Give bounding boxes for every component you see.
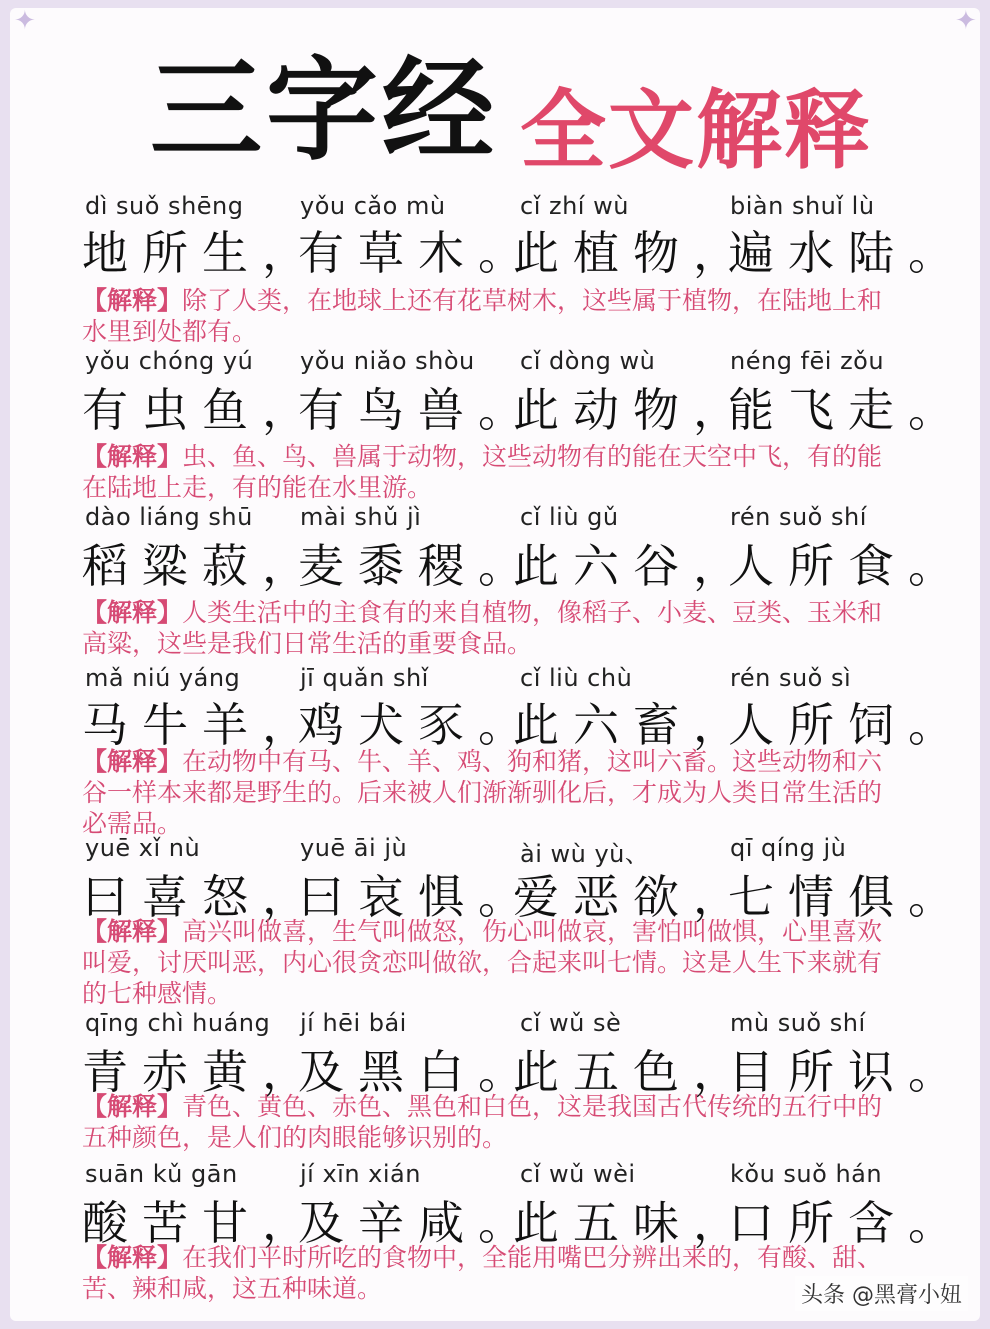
pinyin-text: yuē āi jù (300, 834, 408, 862)
pinyin-text: cǐ dòng wù (520, 347, 656, 375)
explanation-text: 人类生活中的主食有的来自植物，像稻子、小麦、豆类、玉米和高粱，这些是我们日常生活的重要食品。 (82, 598, 883, 658)
explanation-block (82, 1242, 902, 1304)
pinyin-text: jí hēi bái (300, 1009, 407, 1037)
verse-phrase: 曰喜怒， (82, 870, 322, 924)
explanation-text: 在我们平时所吃的食物中，全能用嘴巴分辨出来的，有酸、甜、苦、辣和咸，这五种味道。 (82, 1243, 883, 1303)
pinyin-text: dì suǒ shēng (85, 192, 244, 220)
verse-phrase: 地所生， (82, 226, 322, 280)
verse-phrase: 人所饲。 (728, 698, 968, 752)
pinyin-text: qīng chì huáng (85, 1009, 271, 1037)
pinyin-text: néng fēi zǒu (730, 347, 885, 375)
explanation-tag: 【解释】 (82, 286, 183, 315)
verse-phrase: 目所识。 (728, 1045, 968, 1099)
verse-phrase: 及辛咸。 (298, 1196, 538, 1250)
sparkle-icon: ✦ (14, 6, 36, 36)
pinyin-text: yǒu niǎo shòu (300, 347, 475, 375)
verse-phrase: 此六畜， (513, 698, 753, 752)
pinyin-text: qī qíng jù (730, 834, 847, 862)
explanation-tag: 【解释】 (82, 598, 183, 627)
explanation-block (82, 441, 902, 503)
explanation-block (82, 1091, 902, 1153)
explanation-text: 青色、黄色、赤色、黑色和白色，这是我国古代传统的五行中的五种颜色，是人们的肉眼能够识别的。 (82, 1092, 883, 1152)
pinyin-text: yǒu cǎo mù (300, 192, 446, 220)
pinyin-text: mài shǔ jì (300, 503, 422, 531)
verse-phrase: 及黑白。 (298, 1045, 538, 1099)
pinyin-text: ài wù yù、 (520, 840, 650, 868)
explanation-block (82, 916, 902, 1009)
explanation-block (82, 285, 902, 347)
watermark: 头条 @黑膏小妞 (795, 1276, 968, 1311)
pinyin-text: mǎ niú yáng (85, 664, 241, 692)
explanation-block (82, 746, 902, 839)
verse-phrase: 此五味， (513, 1196, 753, 1250)
pinyin-text: jī quǎn shǐ (300, 664, 429, 692)
explanation-text: 除了人类，在地球上还有花草树木，这些属于植物，在陆地上和水里到处都有。 (82, 286, 883, 346)
explanation-tag: 【解释】 (82, 1243, 183, 1272)
verse-phrase: 人所食。 (728, 539, 968, 593)
verse-phrase: 酸苦甘， (82, 1196, 322, 1250)
pinyin-text: rén suǒ sì (730, 664, 852, 692)
verse-phrase: 七情俱。 (728, 870, 968, 924)
pinyin-text: mù suǒ shí (730, 1009, 866, 1037)
pinyin-text: biàn shuǐ lù (730, 192, 875, 220)
pinyin-text: yuē xǐ nù (85, 834, 201, 862)
verse-phrase: 此五色， (513, 1045, 753, 1099)
explanation-text: 在动物中有马、牛、羊、鸡、狗和猪，这叫六畜。这些动物和六谷一样本来都是野生的。后来被人们渐渐驯化后，才成为人类日常生活的必需品。 (82, 747, 883, 838)
verse-phrase: 此动物， (513, 383, 753, 437)
pinyin-text: dào liáng shū (85, 503, 253, 531)
pinyin-text: yǒu chóng yú (85, 347, 254, 375)
pinyin-text: rén suǒ shí (730, 503, 867, 531)
explanation-tag: 【解释】 (82, 442, 183, 471)
pinyin-text: cǐ zhí wù (520, 192, 629, 220)
pinyin-text: cǐ liù chù (520, 664, 633, 692)
verse-phrase: 鸡犬豕。 (298, 698, 538, 752)
verse-phrase: 有鸟兽。 (298, 383, 538, 437)
explanation-text: 高兴叫做喜，生气叫做怒，伤心叫做哀，害怕叫做惧，心里喜欢叫爱，讨厌叫恶，内心很贪恋叫做欲，合起来叫七情。这是人生下来就有的七种感情。 (82, 917, 883, 1008)
verse-phrase: 此六谷， (513, 539, 753, 593)
verse-phrase: 马牛羊， (82, 698, 322, 752)
pinyin-text: cǐ liù gǔ (520, 503, 619, 531)
explanation-tag: 【解释】 (82, 1092, 183, 1121)
explanation-text: 虫、鱼、鸟、兽属于动物，这些动物有的能在天空中飞，有的能在陆地上走，有的能在水里游。 (82, 442, 883, 502)
pinyin-text: jí xīn xián (300, 1160, 421, 1188)
verse-phrase: 有草木。 (298, 226, 538, 280)
sparkle-icon: ✦ (955, 6, 977, 36)
verse-phrase: 曰哀惧。 (298, 870, 538, 924)
explanation-tag: 【解释】 (82, 747, 183, 776)
explanation-block (82, 597, 902, 659)
verse-phrase: 遍水陆。 (728, 226, 968, 280)
pinyin-text: suān kǔ gān (85, 1160, 238, 1188)
pinyin-text: cǐ wǔ wèi (520, 1160, 636, 1188)
page-subtitle: 全文解释 (520, 81, 872, 181)
verse-phrase: 此植物， (513, 226, 753, 280)
verse-phrase: 麦黍稷。 (298, 539, 538, 593)
explanation-tag: 【解释】 (82, 917, 183, 946)
verse-phrase: 能飞走。 (728, 383, 968, 437)
verse-phrase: 稻粱菽， (82, 539, 322, 593)
verse-phrase: 有虫鱼， (82, 383, 322, 437)
pinyin-text: cǐ wǔ sè (520, 1009, 622, 1037)
verse-phrase: 青赤黄， (82, 1045, 322, 1099)
verse-phrase: 爱恶欲， (513, 870, 753, 924)
verse-phrase: 口所含。 (728, 1196, 968, 1250)
pinyin-text: kǒu suǒ hán (730, 1160, 883, 1188)
page-title: 三字经 (150, 46, 498, 176)
